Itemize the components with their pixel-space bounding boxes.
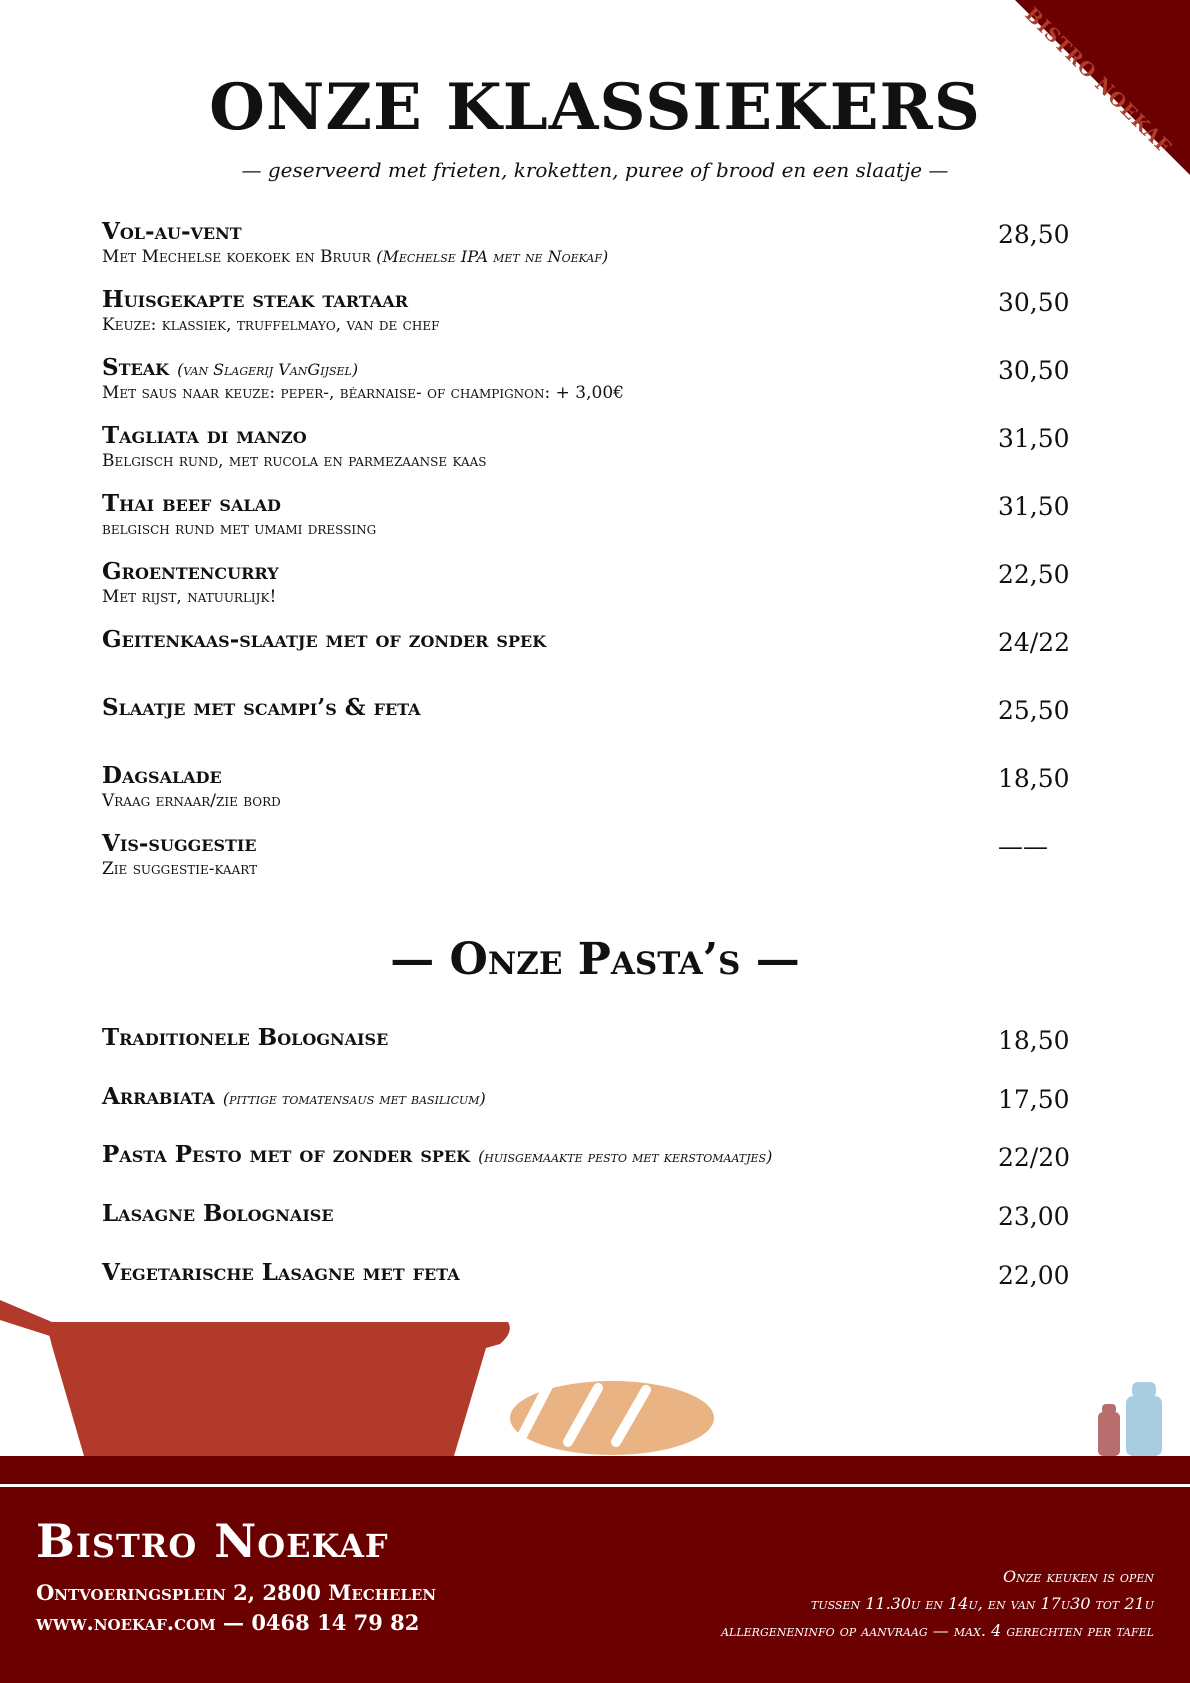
menu-item	[102, 354, 1068, 403]
dish-note: (huisgemaakte pesto met kerstomaatjes)	[478, 1147, 773, 1166]
dish-name: Groentencurry	[102, 558, 279, 585]
dish-price: 23,00	[998, 1202, 1070, 1231]
menu-item	[102, 490, 1068, 539]
dish-price: 18,50	[998, 1026, 1070, 1055]
footer-opening-hours	[721, 1563, 1154, 1644]
dish-price: 25,50	[998, 696, 1070, 725]
bread-icon	[510, 1381, 714, 1455]
dish-name: Dagsalade	[102, 762, 222, 789]
footer-address: Ontvoeringsplein 2, 2800 Mechelen	[36, 1580, 437, 1605]
menu-item	[102, 218, 1068, 267]
salt-shaker-icon	[1126, 1382, 1162, 1456]
dish-price: 24/22	[998, 628, 1071, 657]
dish-description: Zie suggestie-kaart	[102, 859, 258, 879]
dish-note: (pittige tomatensaus met basilicum)	[222, 1089, 486, 1108]
menu-item	[102, 694, 1070, 725]
menu-item	[102, 422, 1068, 471]
menu-item	[102, 1259, 1070, 1290]
kitchen-illustration	[0, 1290, 1190, 1458]
menu-item	[102, 626, 1071, 657]
dish-name: Lasagne Bolognaise	[102, 1200, 334, 1227]
dish-price: 30,50	[998, 356, 1070, 385]
dish-price: 22/20	[998, 1143, 1071, 1172]
menu-item	[102, 762, 1068, 811]
menu-item	[102, 286, 1068, 335]
dish-name: Vegetarische Lasagne met feta	[102, 1259, 460, 1286]
dish-name: Arrabiata (pittige tomatensaus met basilicum)	[102, 1083, 486, 1110]
menu-item	[102, 1200, 1070, 1231]
page-title: ONZE KLASSIEKERS	[209, 70, 981, 145]
allergen-info: allergeneninfo op aanvraag — max. 4 gerechten per tafel	[721, 1621, 1154, 1640]
dish-name: Tagliata di manzo	[102, 422, 307, 449]
dish-description: Met rijst, natuurlijk!	[102, 587, 277, 607]
dish-name: Traditionele Bolognaise	[102, 1024, 389, 1051]
footer-website-phone: www.noekaf.com — 0468 14 79 82	[36, 1610, 420, 1635]
dish-description: Vraag ernaar/zie bord	[102, 791, 281, 811]
dish-name: Geitenkaas-slaatje met of zonder spek	[102, 626, 547, 653]
dish-name: Thai beef salad	[102, 490, 281, 517]
footer-brand: Bistro Noekaf	[36, 1514, 389, 1568]
dish-name: Vis-suggestie	[102, 830, 257, 857]
menu-item	[102, 1024, 1070, 1055]
dish-description: Keuze: klassiek, truffelmayo, van de chef	[102, 315, 440, 335]
dish-note: (van Slagerij VanGijsel)	[177, 360, 359, 379]
dish-name: Slaatje met scampi’s & feta	[102, 694, 421, 721]
menu-item	[102, 558, 1068, 607]
pepper-shaker-icon	[1098, 1404, 1120, 1456]
dish-price: 31,50	[998, 492, 1070, 521]
footer	[0, 1456, 1190, 1683]
dish-price: 17,50	[998, 1085, 1070, 1114]
menu-item	[102, 1141, 1071, 1172]
menu-item	[102, 830, 1068, 879]
hours-line: Onze keuken is open	[1002, 1567, 1154, 1586]
page-subtitle: — geserveerd met frieten, kroketten, puree of brood en een slaatje —	[241, 158, 949, 182]
dish-description-note: (Mechelse IPA met ne Noekaf)	[376, 247, 609, 266]
hours-line: tussen 11.30u en 14u, en van 17u30 tot 21u	[810, 1594, 1154, 1613]
pasta-section-heading: — Onze Pasta’s —	[390, 934, 800, 985]
dish-name: Huisgekapte steak tartaar	[102, 286, 408, 313]
footer-divider	[0, 1484, 1190, 1487]
dish-description: Met Mechelse koekoek en Bruur (Mechelse IPA met ne Noekaf)	[102, 247, 609, 267]
dish-price: 18,50	[998, 764, 1070, 793]
corner-ribbon-label: BISTRO NOEKAF	[1020, 3, 1176, 159]
dish-name: Vol-au-vent	[102, 218, 242, 245]
dish-description: belgisch rund met umami dressing	[102, 519, 377, 539]
pan-icon	[0, 1300, 510, 1456]
dish-name: Pasta Pesto met of zonder spek (huisgemaakte pesto met kerstomaatjes)	[102, 1141, 773, 1168]
dish-price: 31,50	[998, 424, 1070, 453]
dish-description: Belgisch rund, met rucola en parmezaanse kaas	[102, 451, 487, 471]
dish-price: 30,50	[998, 288, 1070, 317]
dish-price: 28,50	[998, 220, 1070, 249]
dish-price: 22,00	[998, 1261, 1070, 1290]
menu-item	[102, 1083, 1070, 1114]
dish-description: Met saus naar keuze: peper-, béarnaise- of champignon: + 3,00€	[102, 383, 624, 403]
dish-price: 22,50	[998, 560, 1070, 589]
dish-price: ——	[998, 832, 1048, 861]
dish-name: Steak (van Slagerij VanGijsel)	[102, 354, 359, 381]
